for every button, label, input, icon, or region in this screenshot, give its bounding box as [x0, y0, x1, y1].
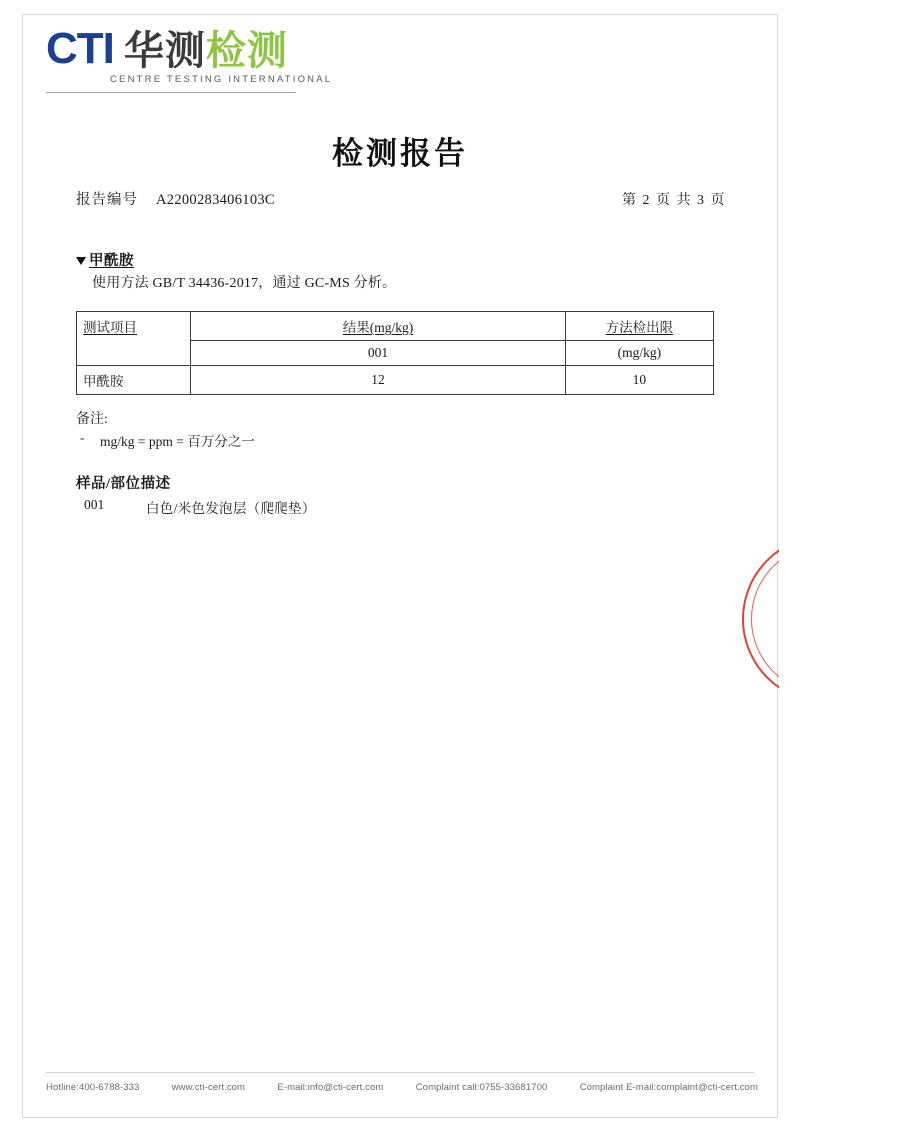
- remarks-item-text: mg/kg = ppm = 百万分之一: [100, 434, 255, 449]
- report-number-group: [76, 188, 275, 209]
- logo-chinese-text: [123, 28, 288, 73]
- footer-website: www.cti-cert.com: [171, 1082, 246, 1093]
- section-heading-label: 甲酰胺: [89, 253, 134, 269]
- results-table: [76, 311, 714, 395]
- logo-row: [46, 24, 332, 73]
- header-cell-item-label: 测试项目: [83, 320, 137, 336]
- section-method-line: 使用方法 GB/T 34436-2017，通过 GC-MS 分析。: [92, 276, 397, 291]
- section-heading: [76, 249, 134, 270]
- sample-description-row: [84, 497, 316, 517]
- header-cell-lod: [565, 312, 713, 341]
- logo-chinese-part2: 检测: [205, 28, 288, 73]
- logo-latin-text: CTI: [46, 24, 114, 73]
- footer-hotline: Hotline:400-6788-333: [46, 1082, 140, 1093]
- sample-description-text: 白色/米色发泡层（爬爬垫）: [146, 501, 316, 516]
- page-indicator: 第 2 页 共 3 页: [622, 193, 726, 208]
- page-title: 检测报告: [332, 136, 468, 171]
- sample-code: 001: [84, 497, 105, 512]
- subheader-cell-blank: [77, 341, 191, 366]
- cell-result-value: 12: [191, 366, 566, 395]
- report-number-label: 报告编号: [76, 192, 138, 208]
- remarks-heading: 备注:: [76, 412, 108, 427]
- remarks-item: [80, 430, 255, 450]
- table-row: [77, 366, 714, 395]
- footer-complaint-call: Complaint call:0755-33681700: [415, 1082, 548, 1093]
- sample-description-heading: 样品/部位描述: [76, 476, 171, 492]
- report-number-value: A2200283406103C: [156, 192, 275, 208]
- cell-item-name: 甲酰胺: [77, 366, 191, 395]
- company-logo: [46, 24, 333, 85]
- page-edge-mask: [779, 500, 919, 740]
- header-cell-result: [191, 312, 566, 341]
- header-cell-result-label: 结果(mg/kg): [342, 320, 414, 335]
- cell-lod-value: 10: [565, 366, 713, 395]
- table-subheader-row: [77, 341, 714, 366]
- report-meta-row: [76, 188, 726, 209]
- footer: [46, 1082, 758, 1093]
- footer-divider: [46, 1072, 754, 1073]
- header-cell-item: [77, 312, 191, 341]
- remarks-bullet: -: [80, 430, 85, 445]
- triangle-bullet-icon: [76, 257, 86, 265]
- subheader-cell-sample-code: 001: [191, 341, 566, 366]
- table-header-row: [77, 312, 714, 341]
- logo-tagline: CENTRE TESTING INTERNATIONAL: [110, 73, 333, 85]
- header-cell-lod-label: 方法检出限: [605, 320, 674, 335]
- footer-email: E-mail:info@cti-cert.com: [277, 1082, 384, 1093]
- logo-chinese-part1: 华测: [123, 28, 206, 73]
- page-border: [22, 14, 778, 1118]
- logo-underline: [46, 92, 296, 93]
- footer-complaint-email: Complaint E-mail:complaint@cti-cert.com: [579, 1082, 758, 1093]
- subheader-cell-lod-unit: (mg/kg): [565, 341, 713, 366]
